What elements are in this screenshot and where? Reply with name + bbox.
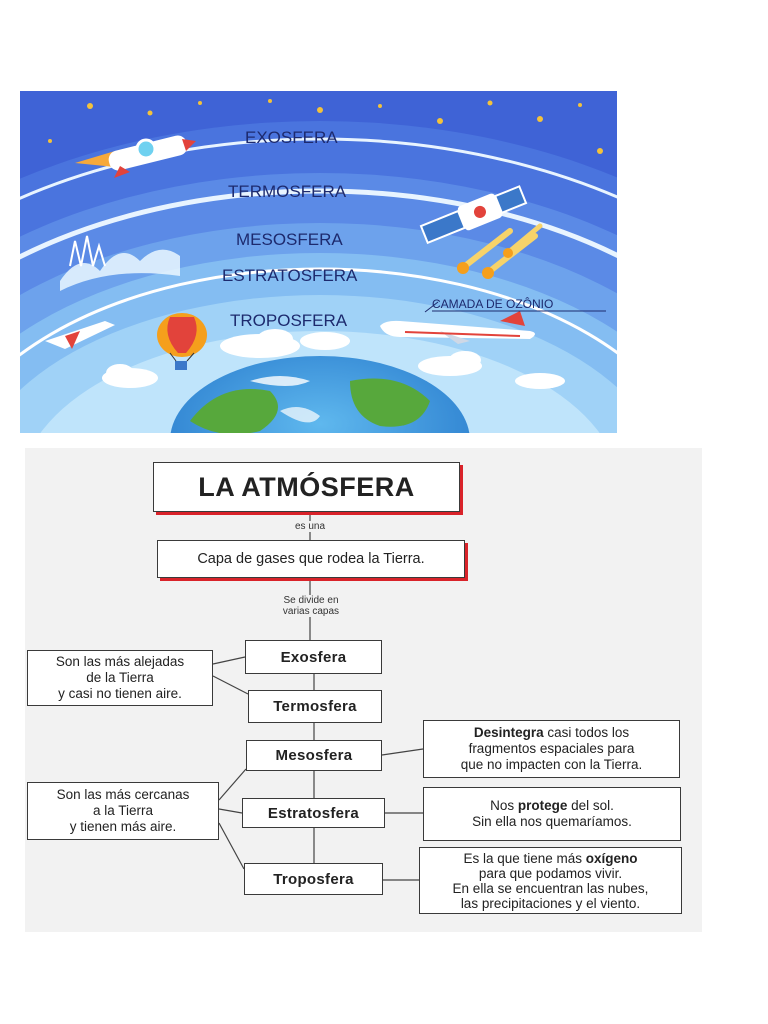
layer-box-mesosfera: Mesosfera — [246, 740, 382, 771]
note-estratosfera-text: del sol. Sin ella nos quemaríamos. — [472, 798, 632, 829]
note-troposfera-text: para que podamos vivir. En ella se encuentran las nubes, las precipitaciones y el viento. — [452, 865, 649, 911]
note-troposfera-pre: Es la que tiene más — [463, 850, 586, 866]
note-estratosfera-bold: protege — [517, 798, 568, 813]
note-troposfera — [419, 847, 682, 914]
note-troposfera-bold: oxígeno — [585, 850, 638, 866]
note-estratosfera-pre: Nos — [490, 798, 518, 813]
layer-box-exosfera: Exosfera — [245, 640, 382, 674]
link-es-una: es una — [281, 521, 339, 532]
layer-label-troposfera: TROPOSFERA — [230, 311, 348, 330]
layer-box-estratosfera: Estratosfera — [242, 798, 385, 828]
layer-box-termosfera: Termosfera — [248, 690, 382, 723]
note-estratosfera — [423, 787, 681, 841]
note-mesosfera-text: casi todos los fragmentos espaciales para que no impacten con la Tierra. — [460, 725, 643, 772]
map-title: LA ATMÓSFERA — [153, 462, 460, 512]
note-mesosfera-bold: Desintegra — [473, 725, 544, 740]
layer-label-exosfera: EXOSFERA — [245, 128, 338, 147]
note-mesosfera — [423, 720, 680, 778]
layer-label-estratosfera: ESTRATOSFERA — [222, 266, 358, 285]
atmosphere-illustration — [20, 91, 617, 433]
link-divide: Se divide en varias capas — [263, 595, 359, 617]
ozone-layer-label: CAMADA DE OZÔNIO — [432, 297, 554, 311]
layer-label-termosfera: TERMOSFERA — [228, 182, 347, 201]
concept-map — [25, 448, 702, 932]
note-far-layers: Son las más alejadas de la Tierra y casi no tienen aire. — [27, 650, 213, 706]
layer-label-mesosfera: MESOSFERA — [236, 230, 343, 249]
note-near-layers: Son las más cercanas a la Tierra y tienen más aire. — [27, 782, 219, 840]
atmosphere-layers-art — [20, 91, 617, 433]
layer-box-troposfera: Troposfera — [244, 863, 383, 895]
definition-box: Capa de gases que rodea la Tierra. — [157, 540, 465, 578]
